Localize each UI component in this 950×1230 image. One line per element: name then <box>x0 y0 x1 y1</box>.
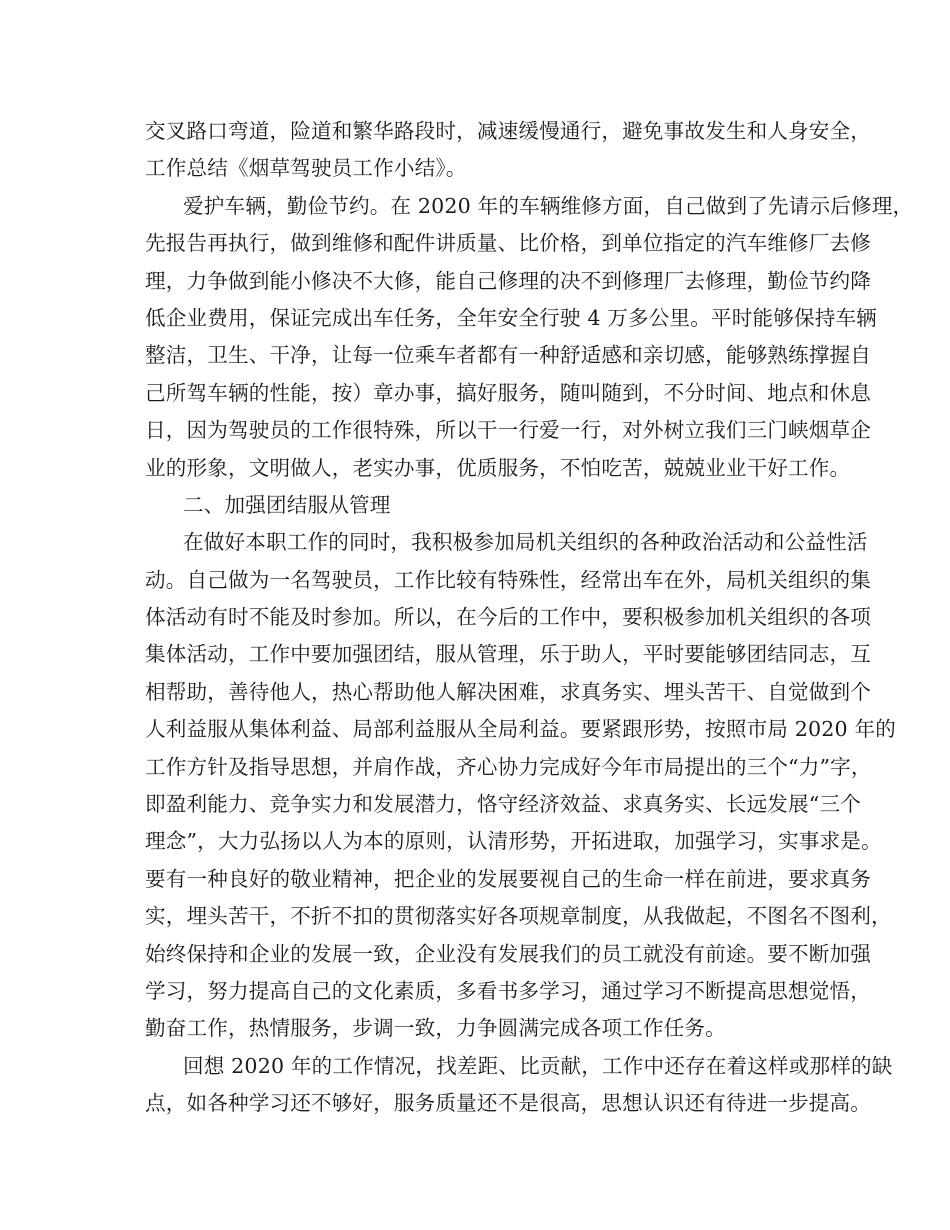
text-line: 工作总结《烟草驾驶员工作小结》。 <box>145 156 467 181</box>
text-line: 先报告再执行，做到维修和配件讲质量、比价格，到单位指定的汽车维修厂去修 <box>145 231 872 256</box>
text-line: 即盈利能力、竞争实力和发展潜力，恪守经济效益、求真务实、长远发展“三个 <box>145 792 861 817</box>
paragraph-start-line: 爱护车辆，勤俭节约。在 2020 年的车辆维修方面，自己做到了先请示后修理， <box>183 193 914 218</box>
paragraph-start-line: 在做好本职工作的同时，我积极参加局机关组织的各种政治活动和公益性活 <box>183 530 868 555</box>
text-line: 交叉路口弯道，险道和繁华路段时，减速缓慢通行，避免事故发生和人身安全， <box>145 119 872 143</box>
text-line: 理，力争做到能小修决不大修，能自己修理的决不到修理厂去修理，勤俭节约降 <box>145 268 872 293</box>
text-line: 整洁，卫生、干净，让每一位乘车者都有一种舒适感和亲切感，能够熟练撑握自 <box>145 343 872 368</box>
document-body <box>145 113 914 1123</box>
text-line: 相帮助，善待他人，热心帮助他人解决困难，求真务实、埋头苦干、自觉做到个 <box>145 679 872 704</box>
text-line: 体活动有时不能及时参加。所以，在今后的工作中，要积极参加机关组织的各项 <box>145 605 872 630</box>
section-heading: 二、加强团结服从管理 <box>183 492 391 517</box>
text-line: 要有一种良好的敬业精神，把企业的发展要视自己的生命一样在前进，要求真务 <box>145 866 872 891</box>
text-line: 业的形象，文明做人，老实办事，优质服务，不怕吃苦，兢兢业业干好工作。 <box>145 455 851 480</box>
text-line: 动。自己做为一名驾驶员，工作比较有特殊性，经常出车在外，局机关组织的集 <box>145 567 872 592</box>
text-line: 己所驾车辆的性能，按）章办事，搞好服务，随叫随到，不分时间、地点和休息 <box>145 380 872 405</box>
paragraph-start-line: 回想 2020 年的工作情况，找差距、比贡献，工作中还存在着这样或那样的缺 <box>183 1053 893 1078</box>
text-line: 点，如各种学习还不够好，服务质量还不是很高，思想认识还有待进一步提高。 <box>145 1091 872 1116</box>
text-line: 学习，努力提高自己的文化素质，多看书多学习，通过学习不断提高思想觉悟， <box>145 978 872 1003</box>
text-line: 人利益服从集体利益、局部利益服从全局利益。要紧跟形势，按照市局 2020 年的 <box>145 717 896 742</box>
text-line: 集体活动，工作中要加强团结，服从管理，乐于助人，平时要能够团结同志，互 <box>145 642 872 667</box>
text-line: 工作方针及指导思想，并肩作战，齐心协力完成好今年市局提出的三个“力”字， <box>145 754 872 779</box>
text-line: 实，埋头苦干，不折不扣的贯彻落实好各项规章制度，从我做起，不图名不图利， <box>145 904 892 929</box>
text-line: 日，因为驾驶员的工作很特殊，所以干一行爱一行，对外树立我们三门峡烟草企 <box>145 418 872 443</box>
text-line: 低企业费用，保证完成出车任务，全年安全行驶 4 万多公里。平时能够保持车辆 <box>145 305 877 330</box>
text-line: 勤奋工作，热情服务，步调一致，力争圆满完成各项工作任务。 <box>145 1016 726 1041</box>
text-line: 始终保持和企业的发展一致，企业没有发展我们的员工就没有前途。要不断加强 <box>145 941 872 966</box>
text-line: 理念”，大力弘扬以人为本的原则，认清形势，开拓进取，加强学习，实事求是。 <box>145 829 882 854</box>
